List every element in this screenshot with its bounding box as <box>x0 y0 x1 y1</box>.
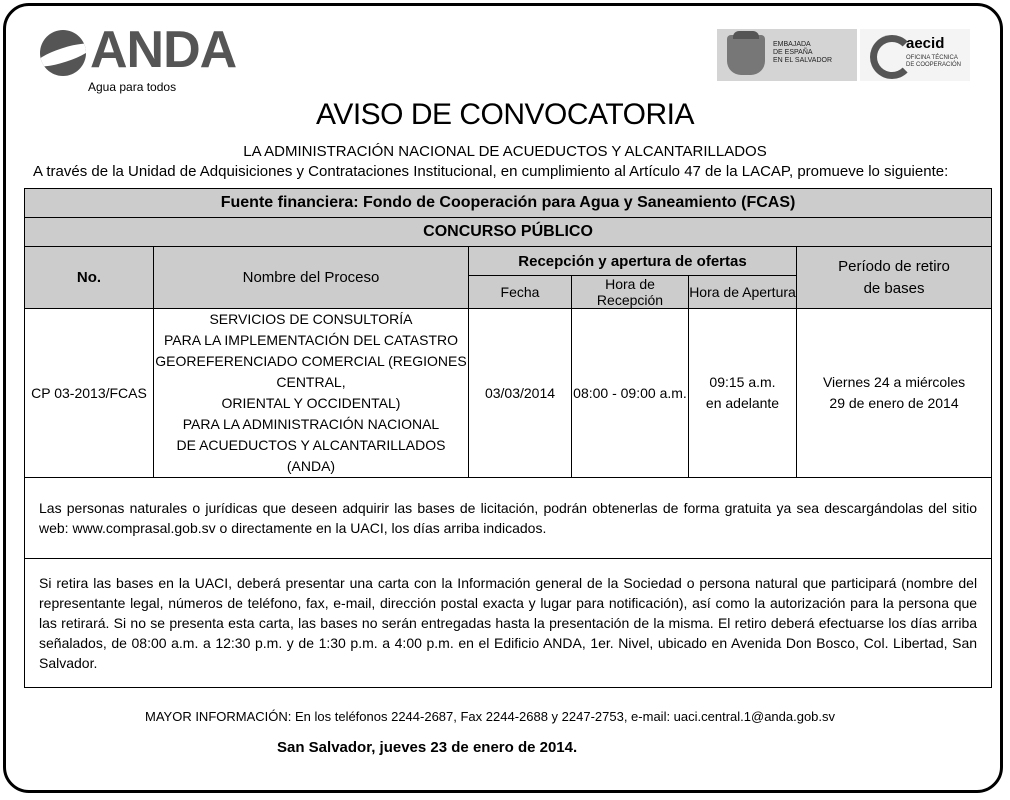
cell-opening-time: 09:15 a.m. en adelante <box>689 309 797 478</box>
convocatoria-table <box>24 188 992 688</box>
col-opening-time: Hora de Apertura <box>689 276 797 309</box>
anda-logo-wordmark: ANDA <box>90 21 237 79</box>
coat-of-arms-icon <box>727 35 765 75</box>
cell-no: CP 03-2013/FCAS <box>25 309 154 478</box>
cell-process: SERVICIOS DE CONSULTORÍA PARA LA IMPLEMENTACIÓN DEL CATASTRO GEOREFERENCIADO COMERCIAL (REGIONES CENTRAL, ORIENTAL Y OCCIDENTAL) PARA LA ADMINISTRACIÓN NACIONAL DE ACUEDUCTOS Y ALCANTARILLADOS (ANDA) <box>154 309 469 478</box>
funding-source: Fuente financiera: Fondo de Cooperación para Agua y Saneamiento (FCAS) <box>25 189 992 218</box>
cell-date: 03/03/2014 <box>469 309 572 478</box>
aecid-logo <box>860 29 970 81</box>
intro-text: A través de la Unidad de Adquisiciones y Contrataciones Institucional, en cumplimiento al Artículo 47 de la LACAP, promueve lo siguiente: <box>33 163 949 180</box>
anda-drop-icon <box>40 30 86 76</box>
table-row <box>25 309 992 478</box>
aecid-subtitle: OFICINA TÉCNICA DE COOPERACIÓN <box>906 55 962 68</box>
cell-reception-time: 08:00 - 09:00 a.m. <box>572 309 689 478</box>
contact-info: MAYOR INFORMACIÓN: En los teléfonos 2244-2687, Fax 2244-2688 y 2247-2753, e-mail: uaci.central.1@anda.gob.sv <box>145 709 836 724</box>
col-no: No. <box>25 247 154 309</box>
anda-logo <box>38 21 258 98</box>
page-title: AVISO DE CONVOCATORIA <box>316 98 694 131</box>
anda-tagline: Agua para todos <box>88 80 177 94</box>
col-reception-time: Hora de Recepción <box>572 276 689 309</box>
note-bases-download: Las personas naturales o jurídicas que deseen adquirir las bases de licitación, podrán obtenerlas de forma gratuita ya sea descargándolas del sitio web: www.comprasal.gob.sv o directamente en la UACI, los días arriba indicados. <box>25 478 992 559</box>
date-line: San Salvador, jueves 23 de enero de 2014. <box>277 739 578 756</box>
embajada-text: EMBAJADA DE ESPAÑA EN EL SALVADOR <box>773 41 833 64</box>
note-bases-pickup: Si retira las bases en la UACI, deberá presentar una carta con la Información general de la Sociedad o persona natural que participará (nombre del representante legal, números de teléfono, fax, e-mail, dirección postal exacta y lugar para notificación), así como la autorización para la persona que las retirará. Si no se presenta esta carta, las bases no serán entregadas hasta la presentación de la misma. El retiro deberá efectuarse los días arriba señalados, de 08:00 a.m. a 12:30 p.m. y de 1:30 p.m. a 4:00 p.m. en el Edificio ANDA, 1er. Nivel, ubicado en Avenida Don Bosco, Col. Libertad, San Salvador. <box>25 559 992 688</box>
cell-withdrawal: Viernes 24 a miércoles 29 de enero de 2014 <box>797 309 992 478</box>
aecid-name: aecid <box>906 35 945 52</box>
col-withdrawal: Período de retiro de bases <box>797 247 992 309</box>
col-reception-group: Recepción y apertura de ofertas <box>469 247 797 276</box>
col-date: Fecha <box>469 276 572 309</box>
organization-name: LA ADMINISTRACIÓN NACIONAL DE ACUEDUCTOS Y ALCANTARILLADOS <box>243 143 767 160</box>
contest-type: CONCURSO PÚBLICO <box>25 218 992 247</box>
col-process: Nombre del Proceso <box>154 247 469 309</box>
embajada-logo <box>717 29 857 81</box>
